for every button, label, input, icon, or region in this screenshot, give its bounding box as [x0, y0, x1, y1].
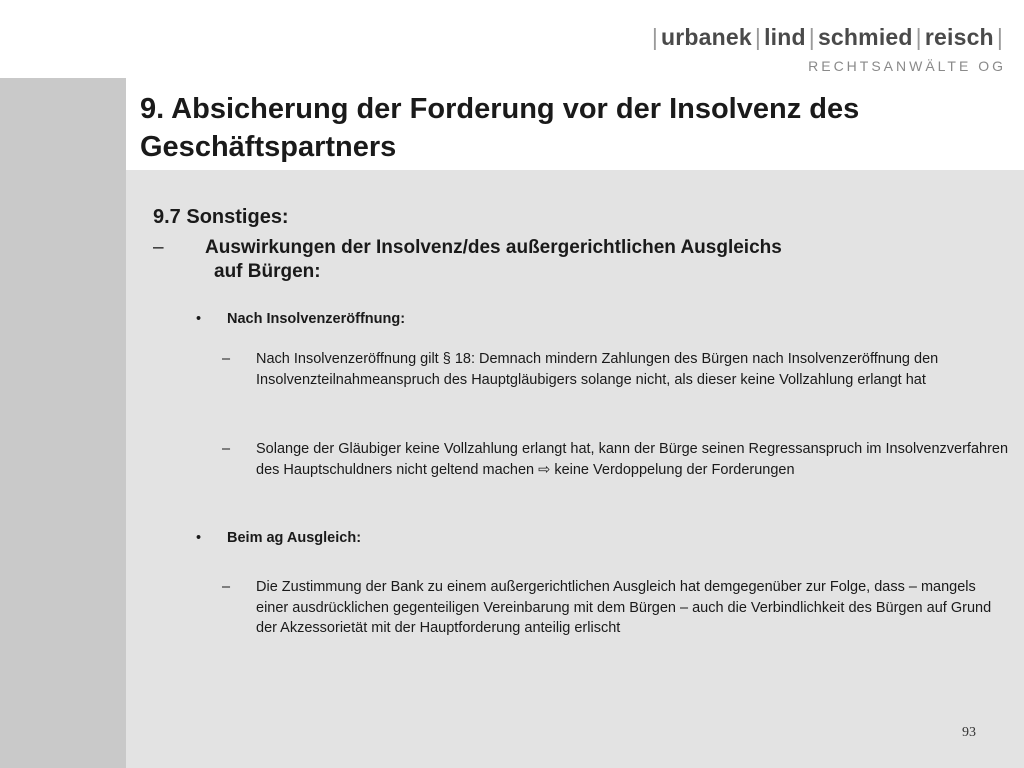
logo-name-schmied: schmied [817, 24, 913, 50]
firm-logo [649, 24, 1006, 74]
page-number: 93 [962, 725, 976, 740]
section-heading: 9.7 Sonstiges: [153, 206, 289, 228]
logo-separator: | [808, 24, 815, 50]
sub-point-text: Nach Insolvenzeröffnung gilt § 18: Demnach mindern Zahlungen des Bürgen nach Insolvenzeröffnung den Insolvenzteilnahmeanspruch des Hauptgläubigers solange nicht, als dieser keine Vollzahlung erlangt hat [256, 351, 939, 388]
logo-names [649, 24, 1006, 51]
sub-point-marker: – [222, 441, 231, 457]
bullet-label: Beim ag Ausgleich: [227, 530, 362, 546]
main-point-marker: – [153, 237, 164, 258]
sub-point-text [256, 439, 1012, 480]
left-decorative-bar [0, 78, 126, 768]
arrow-icon: ⇨ [538, 461, 551, 478]
main-point-line-2: auf Bürgen: [214, 261, 321, 282]
logo-separator: | [996, 24, 1003, 50]
logo-separator: | [754, 24, 762, 50]
logo-name-lind: lind [764, 24, 806, 50]
sub-point-text-before: Solange der Gläubiger keine Vollzahlung erlangt hat, kann der Bürge seinen Regressanspruch im Insolvenzverfahren des Hauptschuldners nicht geltend machen [256, 441, 1009, 478]
main-point-line-1: Auswirkungen der Insolvenz/des außergerichtlichen Ausgleichs [205, 237, 782, 258]
logo-name-reisch: reisch [924, 24, 994, 50]
bullet-label: Nach Insolvenzeröffnung: [227, 311, 406, 327]
logo-separator: | [651, 24, 658, 50]
sub-point-text-after: keine Verdoppelung der Forderungen [554, 461, 795, 478]
logo-separator: | [915, 24, 922, 50]
bullet-marker: • [196, 530, 202, 546]
main-point-text [205, 236, 965, 284]
sub-point-text: Die Zustimmung der Bank zu einem außergerichtlichen Ausgleich hat demgegenüber zur Folge, dass – mangels einer ausdrücklichen gegenteiligen Vereinbarung mit dem Bürgen – auch die Verbindlichkeit des Bürgen auf Grund der Akzessorietät mit der Hauptforderung anteilig erlischt [256, 579, 992, 636]
sub-point-marker: – [222, 351, 231, 367]
logo-subtitle: RECHTSANWÄLTE OG [808, 58, 1006, 74]
bullet-marker: • [196, 311, 202, 327]
sub-point-marker: – [222, 579, 231, 595]
logo-name-urbanek: urbanek [661, 24, 752, 50]
slide-title: 9. Absicherung der Forderung vor der Insolvenz des Geschäftspartners [140, 93, 860, 163]
